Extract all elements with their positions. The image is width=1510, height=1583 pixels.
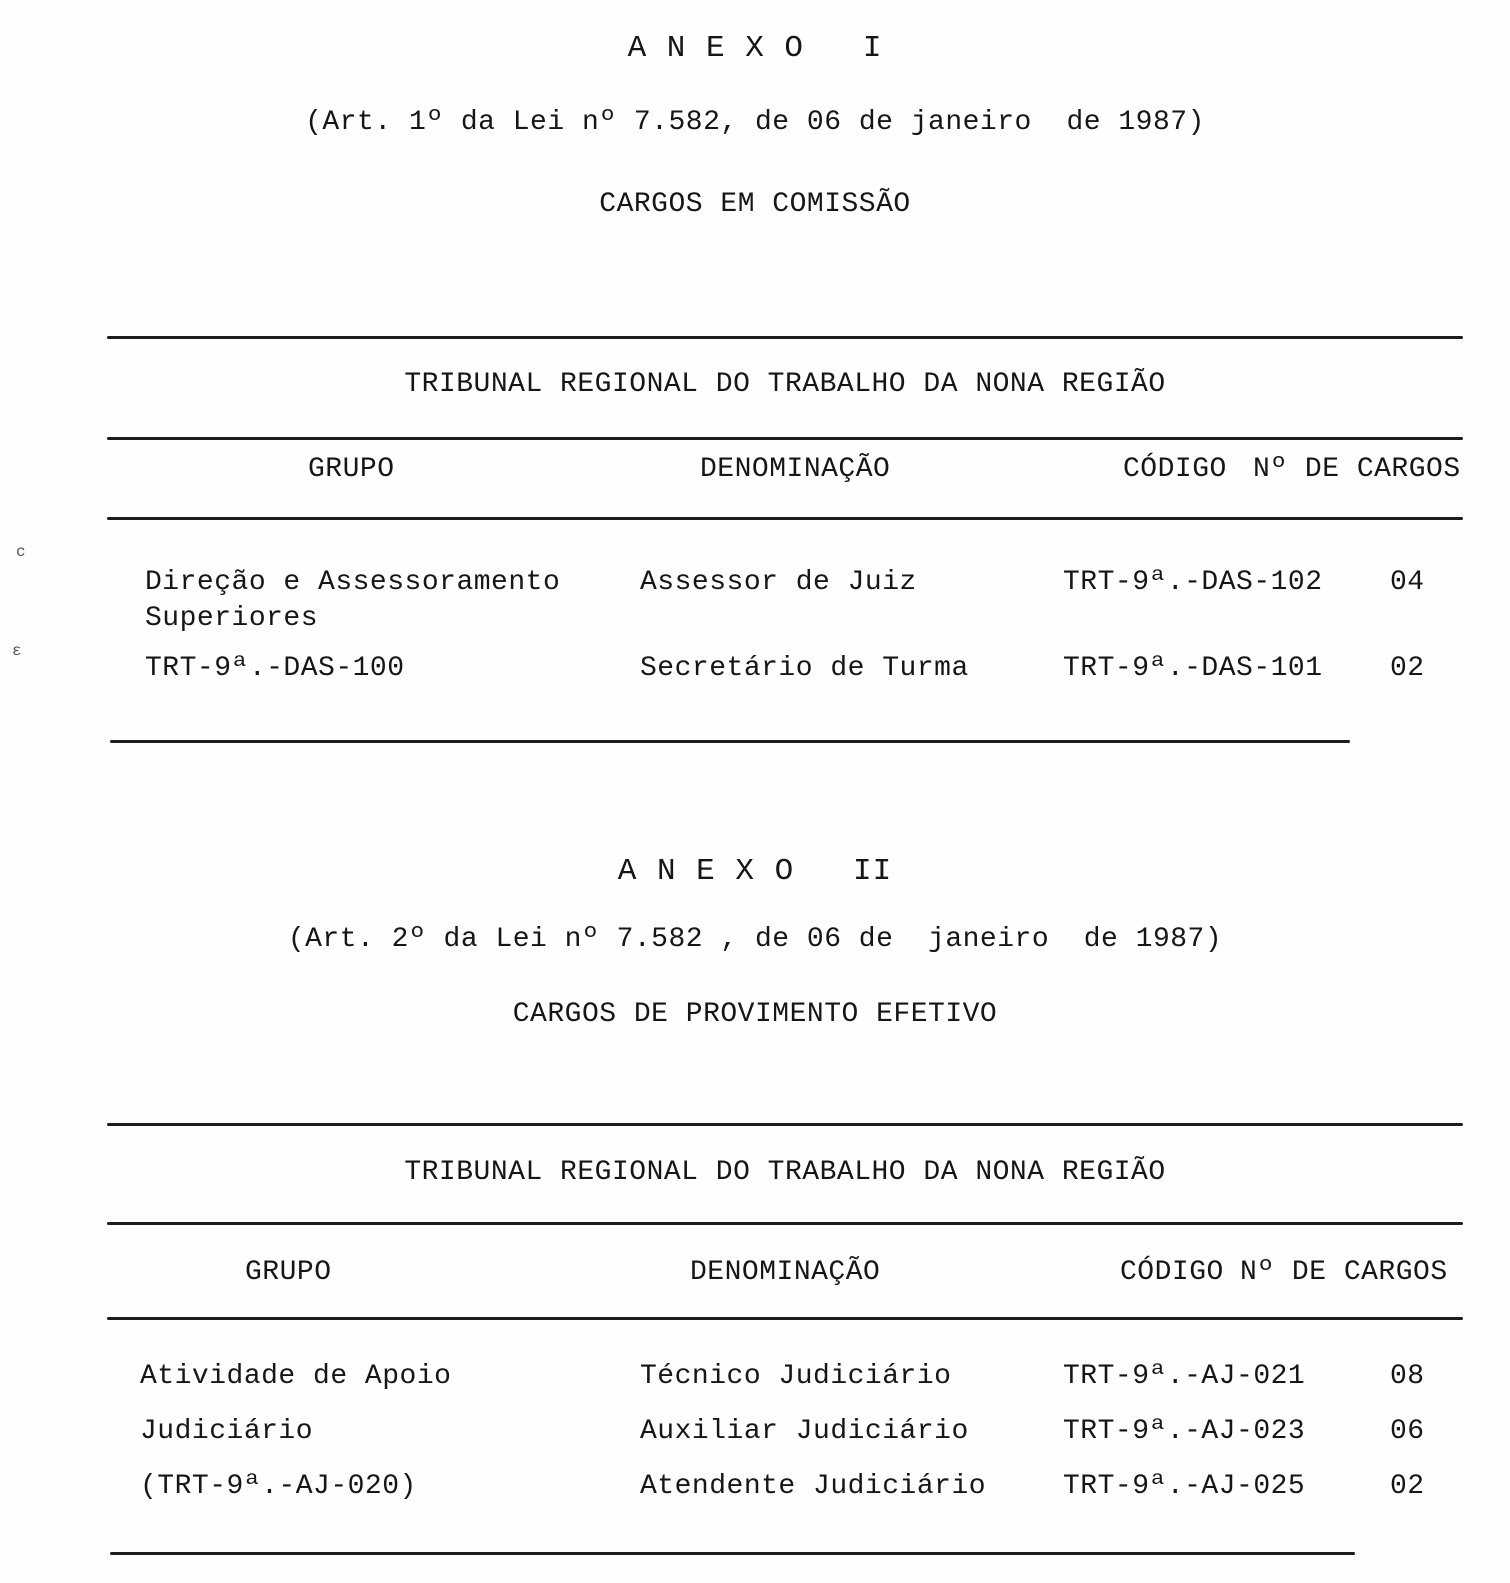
table-cell-cargos: 04 — [1390, 567, 1425, 598]
table-cell-denominacao: Secretário de Turma — [640, 653, 969, 684]
table1-header-top-rule — [107, 437, 1463, 440]
table-cell-codigo: TRT-9ª.-DAS-101 — [1063, 653, 1323, 684]
table-cell-cargos: 02 — [1390, 653, 1425, 684]
table2-org-title: TRIBUNAL REGIONAL DO TRABALHO DA NONA REGIÃO — [404, 1157, 1166, 1188]
table-cell-grupo: Atividade de Apoio — [140, 1361, 452, 1392]
table1-header-denominacao: DENOMINAÇÃO — [700, 454, 891, 485]
table2-header-top-rule — [107, 1222, 1463, 1225]
anexo2-caption: CARGOS DE PROVIMENTO EFETIVO — [512, 999, 998, 1030]
table-cell-codigo: TRT-9ª.-AJ-021 — [1063, 1361, 1306, 1392]
anexo2-title: A N E X O II — [617, 854, 893, 889]
anexo1-caption: CARGOS EM COMISSÃO — [599, 189, 911, 220]
table1-org-title: TRIBUNAL REGIONAL DO TRABALHO DA NONA REGIÃO — [404, 369, 1166, 400]
table2-header-codigo: CÓDIGO — [1120, 1257, 1224, 1288]
table-cell-cargos: 02 — [1390, 1471, 1425, 1502]
table2-header-denominacao: DENOMINAÇÃO — [690, 1257, 881, 1288]
table-cell-cargos: 08 — [1390, 1361, 1425, 1392]
anexo1-subtitle: (Art. 1º da Lei nº 7.582, de 06 de janeiro de 1987) — [305, 107, 1205, 138]
table1-header-codigo: CÓDIGO — [1123, 454, 1227, 485]
table-cell-grupo: Direção e Assessoramento — [145, 567, 561, 598]
table2-header-grupo: GRUPO — [245, 1257, 332, 1288]
table-cell-grupo: Superiores — [145, 603, 319, 634]
table2-header-cargos: Nº DE CARGOS — [1240, 1257, 1448, 1288]
table2-top-rule — [107, 1123, 1463, 1126]
table-cell-codigo: TRT-9ª.-AJ-023 — [1063, 1416, 1306, 1447]
table-cell-codigo: TRT-9ª.-AJ-025 — [1063, 1471, 1306, 1502]
table-cell-grupo: Judiciário — [140, 1416, 314, 1447]
scan-margin-mark: c — [16, 543, 26, 561]
table1-header-cargos: Nº DE CARGOS — [1253, 454, 1461, 485]
table2-header-bottom-rule — [107, 1317, 1463, 1320]
table1-header-bottom-rule — [107, 517, 1463, 520]
scan-margin-mark: ε — [12, 642, 22, 660]
table1-bottom-rule — [110, 740, 1350, 743]
anexo1-title: A N E X O I — [627, 31, 883, 66]
table-cell-grupo: (TRT-9ª.-AJ-020) — [140, 1471, 417, 1502]
table1-top-rule — [107, 336, 1463, 339]
table-cell-denominacao: Técnico Judiciário — [640, 1361, 952, 1392]
table1-header-grupo: GRUPO — [308, 454, 395, 485]
table-cell-codigo: TRT-9ª.-DAS-102 — [1063, 567, 1323, 598]
table-cell-cargos: 06 — [1390, 1416, 1425, 1447]
table-cell-denominacao: Auxiliar Judiciário — [640, 1416, 969, 1447]
table-cell-denominacao: Atendente Judiciário — [640, 1471, 987, 1502]
table-cell-grupo: TRT-9ª.-DAS-100 — [145, 653, 405, 684]
table2-bottom-rule — [110, 1552, 1355, 1555]
table-cell-denominacao: Assessor de Juiz — [640, 567, 917, 598]
anexo2-subtitle: (Art. 2º da Lei nº 7.582 , de 06 de janeiro de 1987) — [287, 924, 1223, 955]
